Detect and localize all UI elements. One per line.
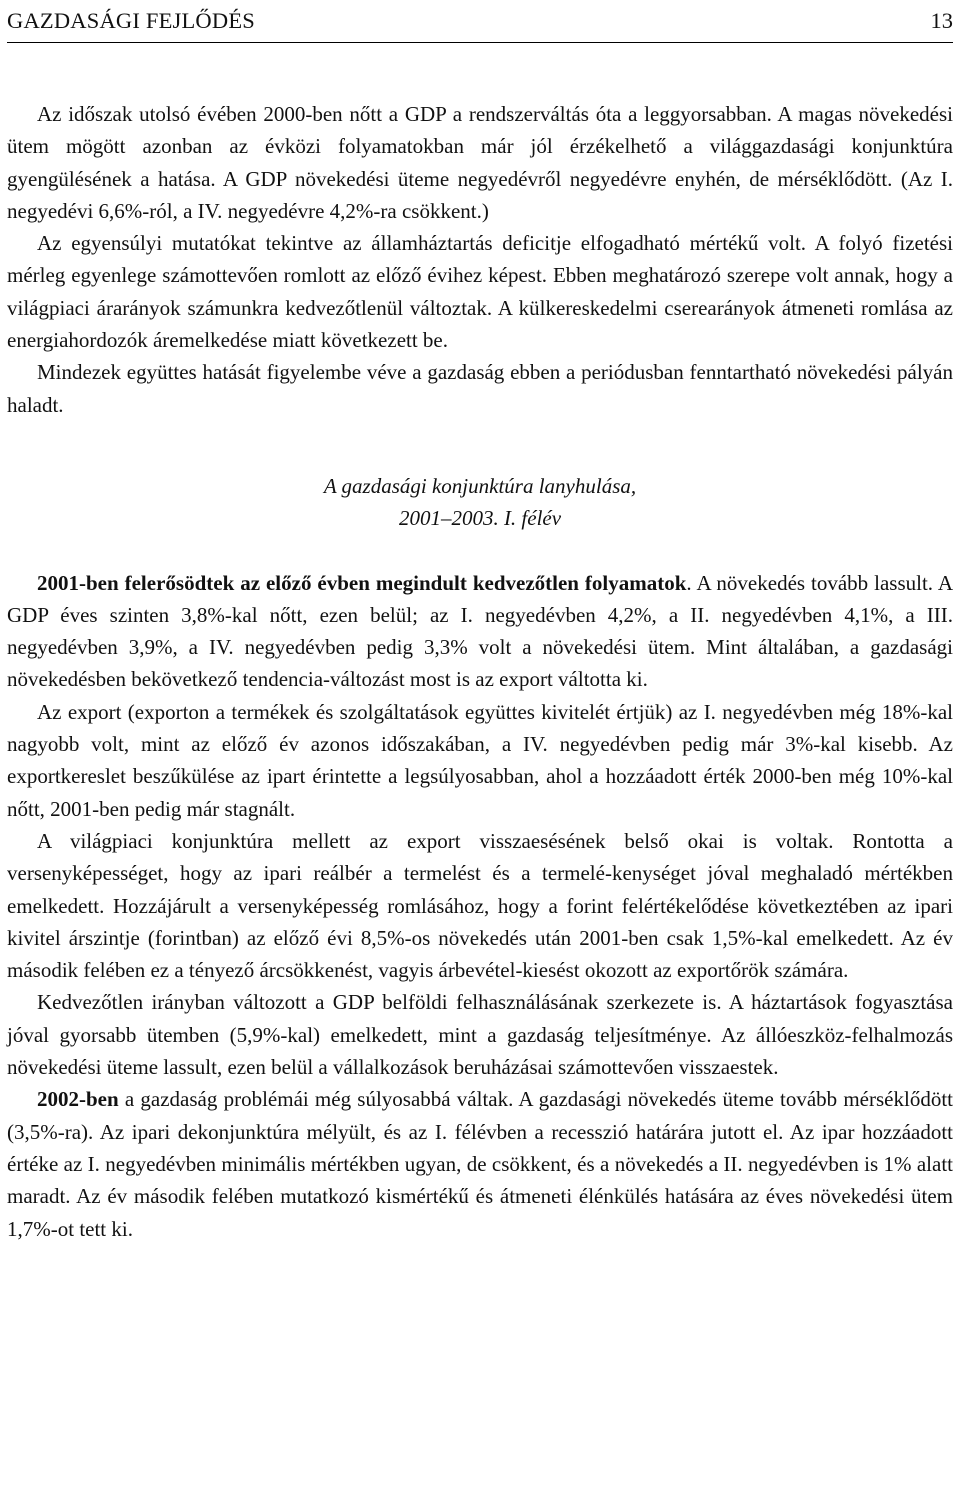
running-header-title: GAZDASÁGI FEJLŐDÉS [7, 8, 255, 33]
section-heading-line-2: 2001–2003. I. félév [398, 506, 562, 531]
paragraph-2001-lead: 2001-ben felerősödtek az előző évben megindult kedvezőtlen folyamatok [37, 570, 687, 595]
page-number: 13 [930, 8, 953, 33]
paragraph-intro-balance: Az egyensúlyi mutatókat tekintve az államháztartás deficitje elfogadható mértékű volt. A folyó fizetési mérleg egyenlege számottevően romlott az előző évihez képest. Ebben meghatározó szerepe volt annak, hogy a világpiaci árarányok számunkra kedvezőtlenül változtak. A külkereskedelmi cserearányok átmeneti romlása az energiahordozók áremelkedése miatt következett be. [7, 231, 953, 353]
paragraph-2001 [7, 567, 953, 696]
section-heading-line-1: A gazdasági konjunktúra lanyhulása, [323, 473, 637, 498]
body-text [7, 98, 953, 1245]
paragraph-intro-summary: Mindezek együttes hatását figyelembe véve a gazdaság ebben a periódusban fenntartható növekedési pályán haladt. [7, 360, 953, 417]
paragraph-competitiveness: A világpiaci konjunktúra mellett az export visszaesésének belső okai is voltak. Rontotta a versenyképességet, hogy az ipari reálbér a termelést és a termelé-kenységet jóval meghaladó mértékben emelkedett. Hozzájárult a versenyképesség romlásához, hogy a forint felértékelődése következtében az ipari kivitel árszintje (forintban) az előző évi 8,5%-os növekedés után 2001-ben csak 1,5%-kal emelkedett. Az év második felében ez a tényező árcsökkenést, vagyis árbevétel-kiesést okozott az exportőrök számára. [7, 828, 953, 983]
paragraph-2001-text: . A növekedés tovább lassult. A GDP éves szinten 3,8%-kal nőtt, ezen belül; az I. negyedévben 4,2%, a II. negyedévben 4,1%, a III. negyedévben 3,9%, a IV. negyedévben pedig 3,3% volt a növekedési ütem. Mint általában, a gazdasági növekedésben bekövetkező tendencia-változást most is az export váltotta ki. [7, 570, 953, 692]
paragraph-2002 [7, 1083, 953, 1244]
paragraph-2002-text: a gazdaság problémái még súlyosabbá váltak. A gazdasági növekedés üteme tovább mérséklődött (3,5%-ra). Az ipari dekonjunktúra mélyült, és az I. félévben a recesszió határára jutott el. Az ipar hozzáadott értéke az I. negyedévben minimális mértékben ugyan, de csökkent, és a növekedés a II. negyedévben is 1% alatt maradt. Az év második felében mutatkozó kismértékű és átmeneti élénkülés hatására az éves növekedési ütem 1,7%-ot tett ki. [7, 1087, 953, 1241]
paragraph-domestic-use: Kedvezőtlen irányban változott a GDP belföldi felhasználásának szerkezete is. A háztartások fogyasztása jóval gyorsabb ütemben (5,9%-kal) emelkedett, mint a gazdaság teljesítménye. Az állóeszköz-felhalmozás növekedési üteme lassult, ezen belül a vállalkozások beruházásai számottevően visszaestek. [7, 990, 953, 1080]
running-header [7, 6, 953, 43]
paragraph-intro-gdp: Az időszak utolsó évében 2000-ben nőtt a GDP a rendszerváltás óta a leggyorsabban. A magas növekedési ütem mögött azonban az évközi folyamatokban már jól érzékelhető a világgazdasági konjunktúra gyengülésének a hatása. A GDP növekedési üteme negyedévről negyedévre enyhén, de mérséklődött. (Az I. negyedévi 6,6%-ról, a IV. negyedévre 4,2%-ra csökkent.) [7, 102, 953, 223]
paragraph-2002-lead: 2002-ben [37, 1087, 119, 1112]
section-heading [7, 470, 953, 535]
paragraph-export: Az export (exporton a termékek és szolgáltatások együttes kivitelét értjük) az I. negyedévben még 18%-kal nagyobb volt, mint az előző év azonos időszakában, a IV. negyedévben pedig már 3%-kal kisebb. Az exportkereslet beszűkülése az ipart érintette a legsúlyosabban, ahol a hozzáadott érték 2000-ben még 10%-kal nőtt, 2001-ben pedig már stagnált. [7, 699, 953, 821]
